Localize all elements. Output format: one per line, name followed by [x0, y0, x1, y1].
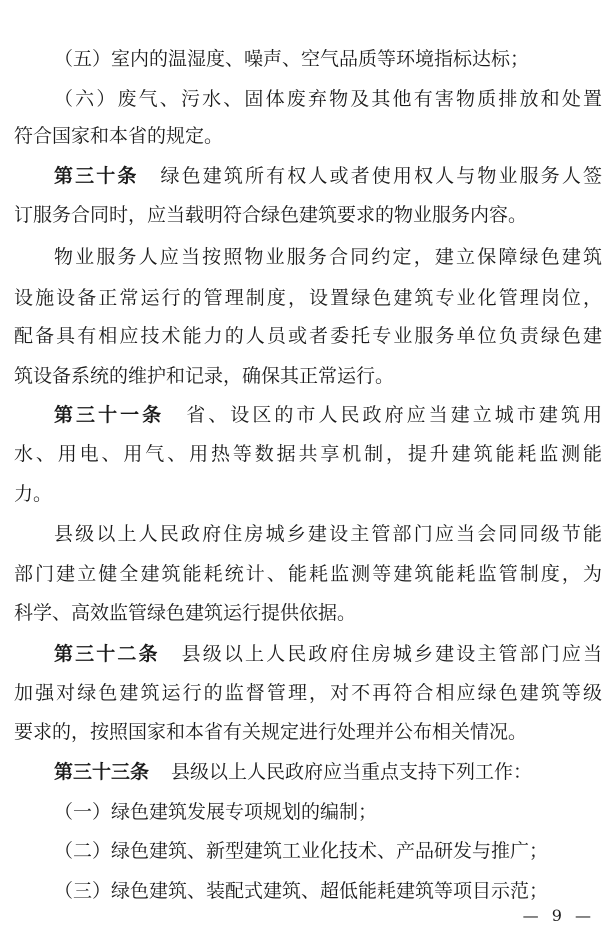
article-line — [54, 396, 602, 434]
text-line: 加强对绿色建筑运行的监督管理，对不再符合相应绿色建筑等级 — [14, 682, 602, 704]
article-heading: 第三十三条 — [54, 761, 150, 783]
text-line: 要求的，按照国家和本省有关规定进行处理并公布相关情况。 — [14, 721, 528, 743]
article-line — [54, 635, 602, 673]
text-line: 部门建立健全建筑能耗统计、能耗监测等建筑能耗监管制度，为 — [14, 563, 602, 585]
text-line: 配备具有相应技术能力的人员或者委托专业服务单位负责绿色建 — [14, 325, 602, 347]
text-line: 筑设备系统的维护和记录，确保其正常运行。 — [14, 365, 395, 387]
page-number: — 9 — — [522, 906, 595, 925]
text-line: 符合国家和本省的规定。 — [14, 125, 224, 147]
list-item: （三）绿色建筑、装配式建筑、超低能耗建筑等项目示范； — [54, 880, 549, 902]
article-text: 县级以上人民政府住房城乡建设主管部门应当 — [181, 643, 602, 665]
text-line: 设施设备正常运行的管理制度，设置绿色建筑专业化管理岗位， — [14, 287, 602, 309]
article-text: 绿色建筑所有权人或者使用权人与物业服务人签 — [160, 165, 602, 187]
text-line: （六）废气、污水、固体废弃物及其他有害物质排放和处置 — [54, 88, 602, 110]
list-item: （二）绿色建筑、新型建筑工业化技术、产品研发与推广； — [54, 840, 549, 862]
text-line: 订服务合同时，应当载明符合绿色建筑要求的物业服务内容。 — [14, 204, 528, 226]
article-heading: 第三十一条 — [54, 404, 165, 426]
article-heading: 第三十条 — [54, 165, 139, 187]
text-line: 水、用电、用气、用热等数据共享机制，提升建筑能耗监测能 — [14, 443, 602, 465]
article-text: 县级以上人民政府应当重点支持下列工作： — [171, 761, 533, 783]
list-item: （一）绿色建筑发展专项规划的编制； — [54, 801, 378, 823]
article-heading: 第三十二条 — [54, 643, 160, 665]
article-line — [54, 157, 602, 195]
text-line: 县级以上人民政府住房城乡建设主管部门应当会同同级节能 — [54, 523, 602, 545]
text-line: 物业服务人应当按照物业服务合同约定，建立保障绿色建筑 — [54, 246, 602, 268]
text-line: （五）室内的温湿度、噪声、空气品质等环境指标达标； — [54, 48, 530, 70]
text-line: 力。 — [14, 483, 53, 505]
article-text: 省、设区的市人民政府应当建立城市建筑用 — [186, 404, 602, 426]
article-line — [54, 753, 602, 791]
text-line: 科学、高效监管绿色建筑运行提供依据。 — [14, 602, 357, 624]
